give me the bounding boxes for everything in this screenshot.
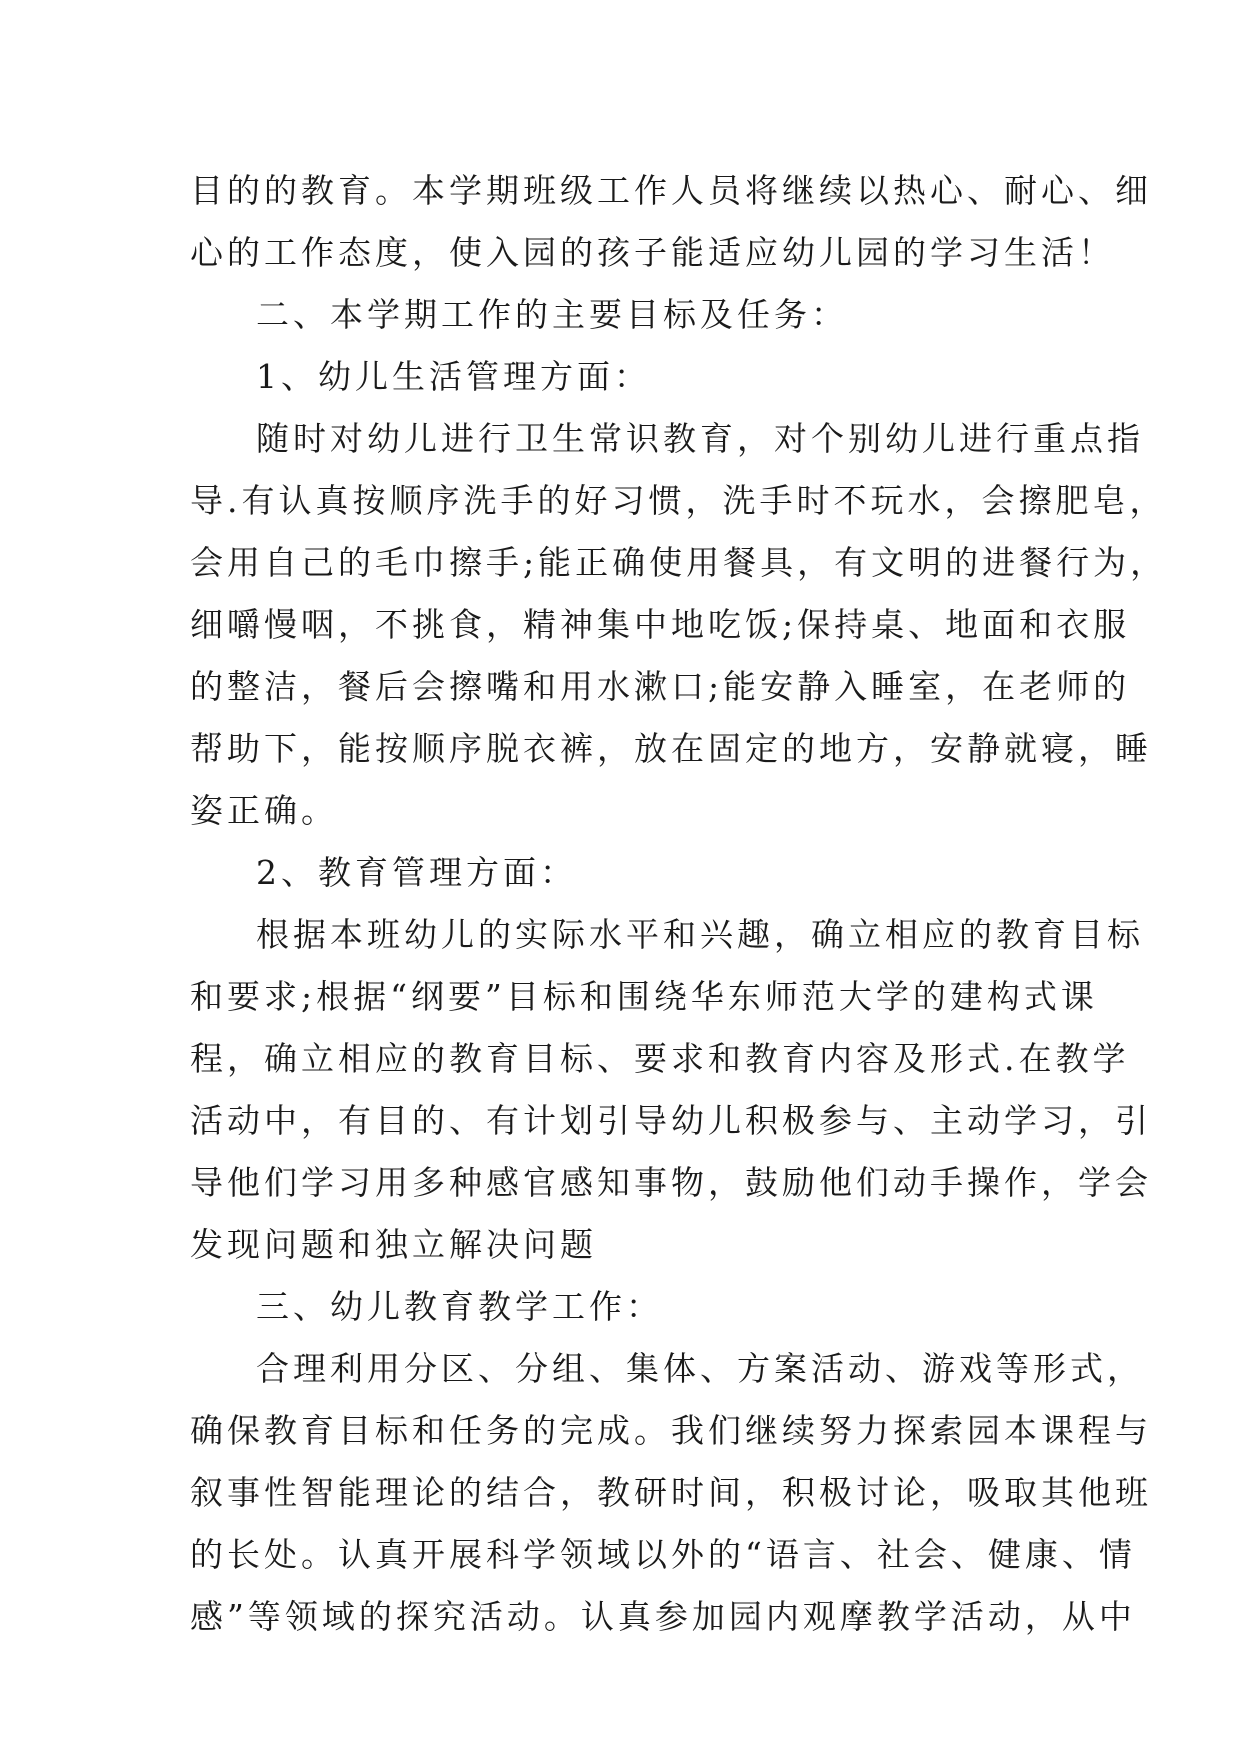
text-line: 的长处。认真开展科学领域以外的“语言、社会、健康、情 [190, 1535, 1136, 1574]
text-line: 帮助下，能按顺序脱衣裤，放在固定的地方，安静就寝，睡 [190, 729, 1152, 768]
text-line: 感”等领域的探究活动。认真参加园内观摩教学活动，从中 [190, 1597, 1136, 1636]
document-body [190, 160, 1168, 1648]
text-line: 叙事性智能理论的结合，教研时间，积极讨论，吸取其他班 [190, 1473, 1152, 1512]
text-line: 随时对幼儿进行卫生常识教育，对个别幼儿进行重点指 [256, 419, 1144, 458]
text-line: 合理利用分区、分组、集体、方案活动、游戏等形式， [256, 1349, 1144, 1388]
text-line: 导.有认真按顺序洗手的好习惯，洗手时不玩水，会擦肥皂， [190, 481, 1167, 520]
text-line: 心的工作态度，使入园的孩子能适应幼儿园的学习生活！ [190, 233, 1115, 272]
text-line: 会用自己的毛巾擦手;能正确使用餐具，有文明的进餐行为， [190, 543, 1168, 582]
text-line: 活动中，有目的、有计划引导幼儿积极参与、主动学习，引 [190, 1101, 1152, 1140]
text-line: 二、本学期工作的主要目标及任务： [256, 295, 848, 334]
text-line: 导他们学习用多种感官感知事物，鼓励他们动手操作，学会 [190, 1163, 1152, 1202]
text-line: 1、幼儿生活管理方面： [256, 357, 651, 396]
text-line: 目的的教育。本学期班级工作人员将继续以热心、耐心、细 [190, 171, 1152, 210]
text-line: 确保教育目标和任务的完成。我们继续努力探索园本课程与 [190, 1411, 1152, 1450]
text-line: 三、幼儿教育教学工作： [256, 1287, 663, 1326]
text-line: 2、教育管理方面： [256, 853, 577, 892]
text-line: 发现问题和独立解决问题 [190, 1225, 597, 1264]
text-line: 的整洁，餐后会擦嘴和用水漱口;能安静入睡室，在老师的 [190, 667, 1131, 706]
text-line: 细嚼慢咽，不挑食，精神集中地吃饭;保持桌、地面和衣服 [190, 605, 1131, 644]
text-line: 姿正确。 [190, 791, 338, 830]
text-line: 根据本班幼儿的实际水平和兴趣，确立相应的教育目标 [256, 915, 1144, 954]
text-line: 程，确立相应的教育目标、要求和教育内容及形式.在教学 [190, 1039, 1130, 1078]
text-line: 和要求;根据“纲要”目标和围绕华东师范大学的建构式课 [190, 977, 1098, 1016]
